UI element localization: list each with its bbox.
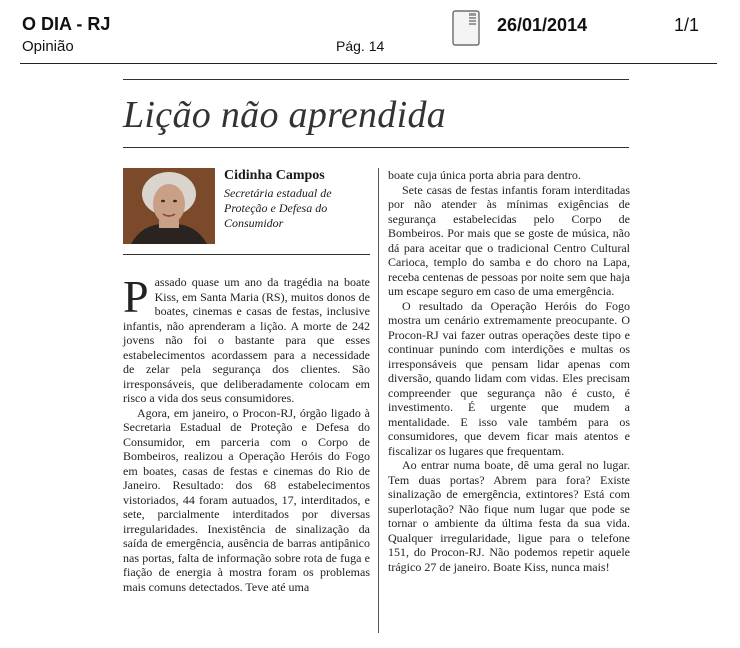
subtitle-rule xyxy=(123,147,629,148)
title-rule xyxy=(123,79,629,80)
article-paragraph: Sete casas de festas infantis foram interditadas por não atender às mínimas exigências de segurança estabelecidas pelo Corpo de Bombeiros. Por mais que se goste de música, não dá para aceitar que o tradicional Centro Cultural Carioca, templo do samba e do choro na Lapa, receba centenas de pessoas por noite sem que haja um escape seguro em caso de uma emergência. xyxy=(388,182,630,298)
paragraph-text: assado quase um ano da tragédia na boate Kiss, em Santa Maria (RS), muitos donos de boates, cinemas e casas de festas, inclusive infantis, não aprenderam a lição. A morte de 242 jovens não foi o bastante para que esses estabelecimentos acordassem para a necessidade de zelar pela segurança dos clientes. São irresponsáveis, que deliberadamente colocam em risco a vida dos seus consumidores. xyxy=(123,275,370,405)
author-role: Secretária estadual de Proteção e Defesa do Consumidor xyxy=(224,186,332,230)
page-number: Pág. 14 xyxy=(336,38,385,54)
section-name: Opinião xyxy=(22,38,74,55)
author-rule xyxy=(123,254,370,255)
article-column-2 xyxy=(388,168,630,574)
article-title: Lição não aprendida xyxy=(123,94,447,136)
document-icon xyxy=(452,10,480,46)
column-divider xyxy=(378,168,379,633)
article-paragraph: Ao entrar numa boate, dê uma geral no lugar. Tem duas portas? Abrem para fora? Existe sinalização de emergência, extintores? Está com superlotação? Não fique num lugar que pode se tornar o ambiente da última festa da sua vida. Qualquer irregularidade, ligue para o telefone 151, do Procon-RJ. Não podemos repetir aquele trágico 27 de janeiro. Boate Kiss, nunca mais! xyxy=(388,458,630,574)
page-count: 1/1 xyxy=(674,15,700,35)
article-paragraph: O resultado da Operação Heróis do Fogo mostra um cenário extremamente preocupante. O Procon-RJ vai fazer outras operações deste tipo e continuar punindo com interdições e multas os irresponsáveis que pensam lidar apenas com diversão, quando lidam com vidas. Eles precisam compreender que segurança não é custo, é investimento. É urgente que mudem a mentalidade. E isso vale também para os consumidores, que devem ficar mais atentos e fiscalizar os lugares que frequentam. xyxy=(388,298,630,458)
author-photo xyxy=(123,168,215,244)
drop-cap: P xyxy=(123,271,149,322)
author-name: Cidinha Campos xyxy=(224,168,325,183)
article-paragraph xyxy=(123,271,370,406)
date: 26/01/2014 xyxy=(497,15,588,35)
article-column-1 xyxy=(123,271,370,594)
article-paragraph: boate cuja única porta abria para dentro. xyxy=(388,168,581,182)
article-paragraph: Agora, em janeiro, o Procon-RJ, órgão ligado à Secretaria Estadual de Proteção e Defesa do Consumidor, em parceria com o Corpo de Bombeiros, realizou a Operação Heróis do Fogo em boates, casas de festas e cinemas do Rio de Janeiro. Resultado: dos 68 estabelecimentos vistoriados, 44 foram autuados, 17, interditados, e sete, parcialmente interditados por diversas irregularidades. Inexistência de sinalização da saída de emergência, ausência de barras antipânico nas portas, falta de informação sobre rota de fuga e fiação de energia à mostra foram os problemas mais comuns detectados. Teve até uma xyxy=(123,405,370,594)
publication-name: O DIA - RJ xyxy=(22,14,111,34)
header-divider xyxy=(20,63,717,64)
